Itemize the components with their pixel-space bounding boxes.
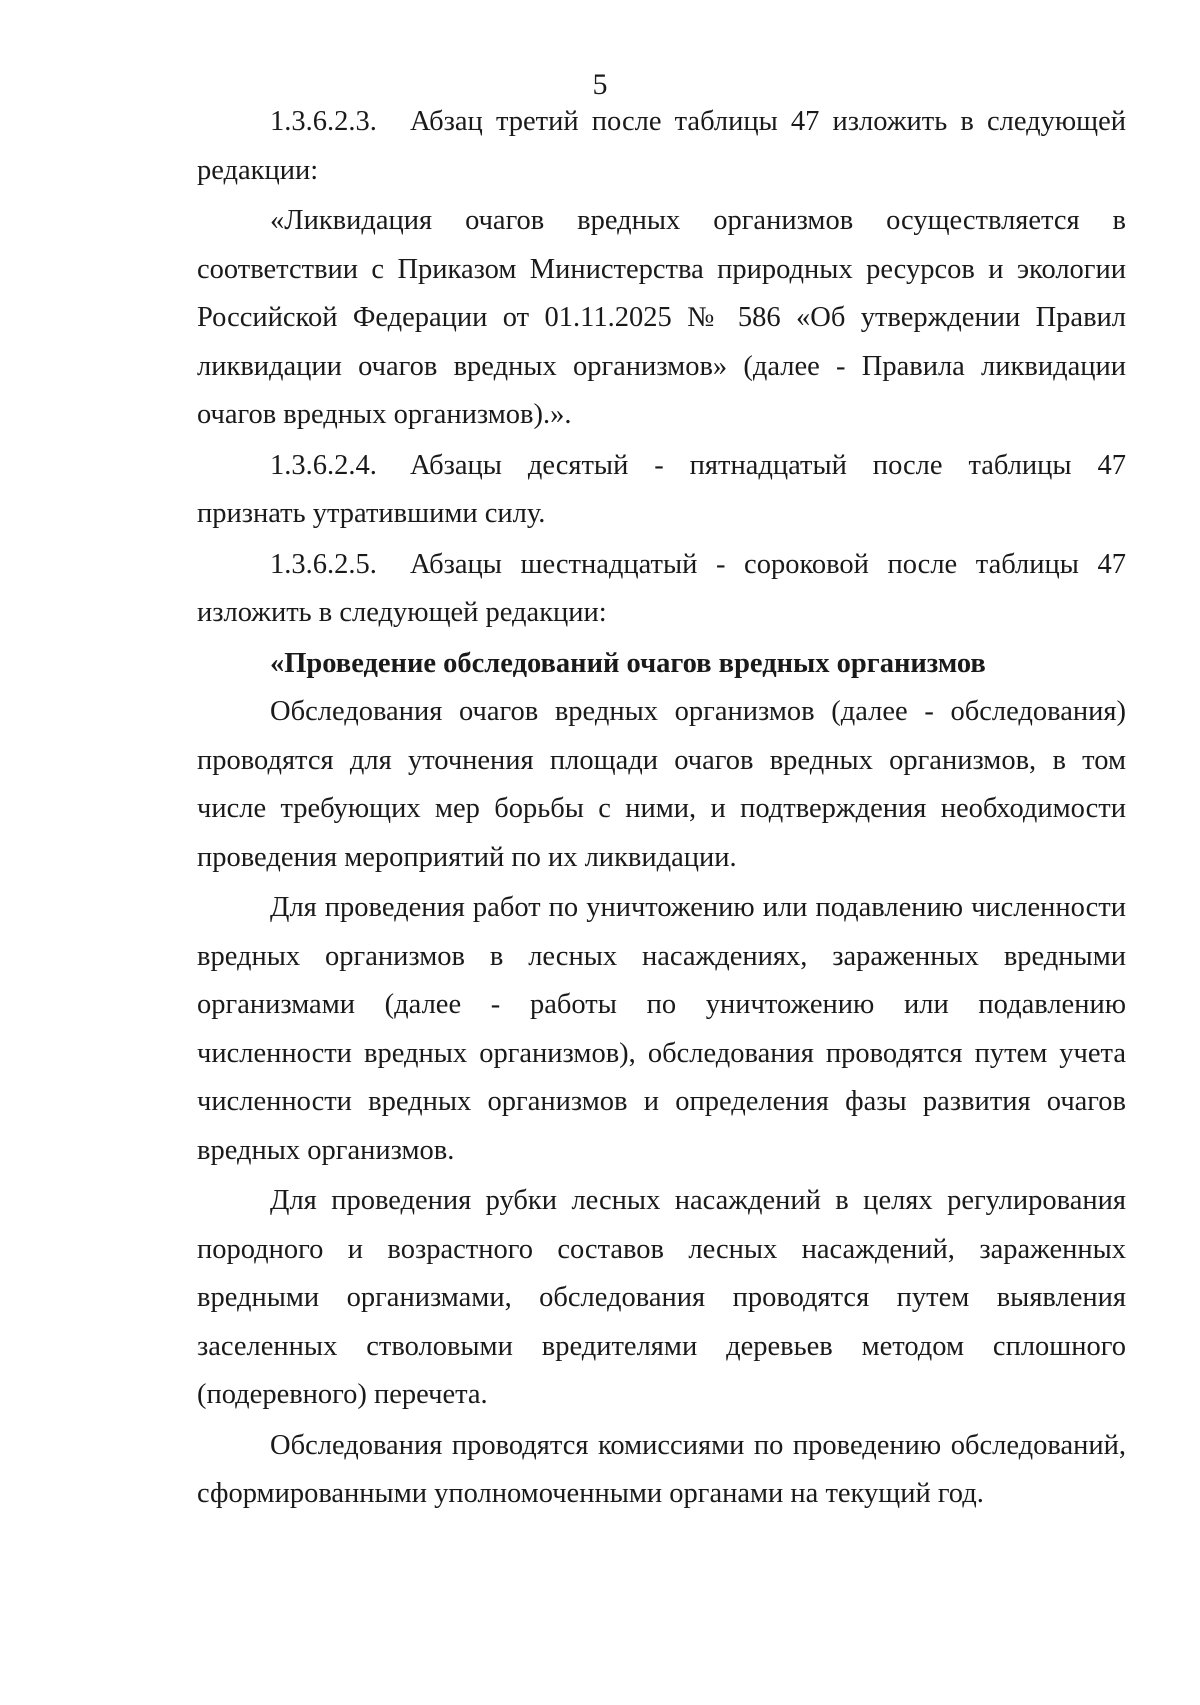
document-body (197, 98, 1126, 1519)
clause-number: 1.3.6.2.4. (270, 449, 377, 481)
clause-number: 1.3.6.2.5. (270, 548, 377, 580)
clause-number: 1.3.6.2.3. (270, 106, 377, 137)
quoted-paragraph: «Ликвидация очагов вредных организмов осуществляется в соответствии с Приказом Министерства природных ресурсов и экологии Российской Федерации от 01.11.2025 № 586 «Об утверждении Правил ликвидации очагов вредных организмов» (далее - Правила ликвидации очагов вредных организмов).». (197, 205, 1126, 430)
section-heading: «Проведение обследований очагов вредных организмов (270, 647, 986, 679)
clause-text: Абзацы шестнадцатый - сороковой после таблицы 47 изложить в следующей редакции: (197, 548, 1126, 628)
body-paragraph: Обследования проводятся комиссиями по проведению обследований, сформированными уполномоченными органами на текущий год. (197, 1429, 1126, 1509)
body-paragraph: Для проведения работ по уничтожению или подавлению численности вредных организмов в лесных насаждениях, зараженных вредными организмами (далее - работы по уничтожению или подавлению численности вредных организмов), обследования проводятся путем учета численности вредных организмов и определения фазы развития очагов вредных организмов. (197, 892, 1126, 1166)
page-number: 5 (592, 68, 608, 101)
clause-1-3-6-2-4 (197, 442, 1126, 539)
body-paragraph: Для проведения рубки лесных насаждений в целях регулирования породного и возрастного составов лесных насаждений, зараженных вредными организмами, обследования проводятся путем выявления заселенных стволовыми вредителями деревьев методом сплошного (подеревного) перечета. (197, 1185, 1126, 1410)
clause-1-3-6-2-5 (197, 541, 1126, 638)
clause-text: Абзацы десятый - пятнадцатый после таблицы 47 признать утратившими силу. (197, 449, 1126, 529)
clause-text: Абзац третий после таблицы 47 изложить в следующей редакции: (197, 106, 1126, 186)
clause-1-3-6-2-3 (197, 98, 1126, 195)
body-paragraph: Обследования очагов вредных организмов (далее - обследования) проводятся для уточнения площади очагов вредных организмов, в том числе требующих мер борьбы с ними, и подтверждения необходимости проведения мероприятий по их ликвидации. (197, 696, 1126, 873)
